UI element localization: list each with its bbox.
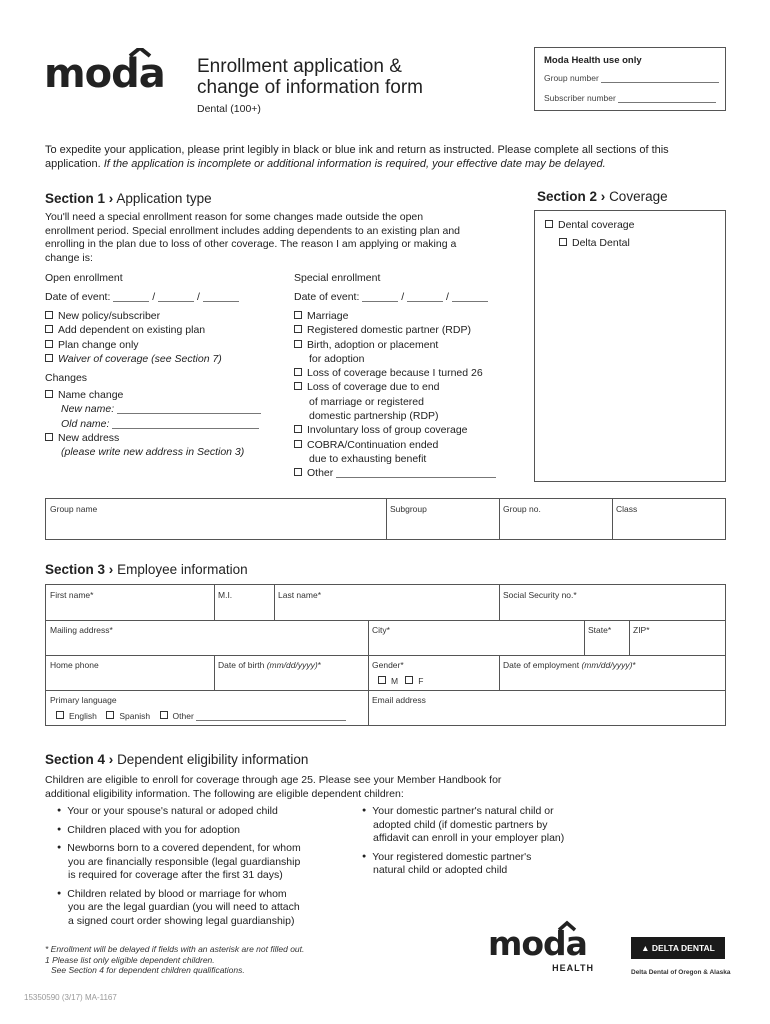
- special-item-label: for adoption: [309, 352, 365, 365]
- eligibility-item: [362, 804, 622, 846]
- group-number-input[interactable]: [601, 82, 719, 83]
- moda-use-only-box: [534, 47, 726, 111]
- subscriber-number-label: Subscriber number: [544, 93, 616, 103]
- open-item-new-policy[interactable]: [45, 309, 222, 323]
- intro-italic: If the application is incomplete or additional information is required, your effective date may be delayed.: [103, 158, 606, 170]
- eligibility-text: natural child or adopted child: [373, 864, 508, 876]
- footnote-asterisk: * Enrollment will be delayed if fields with an asterisk are not filled out.: [45, 944, 305, 954]
- special-item-label: Loss of coverage due to end: [307, 381, 440, 394]
- open-item-plan-change[interactable]: [45, 338, 222, 352]
- dob-label: Date of birth (mm/dd/yyyy)*: [218, 660, 321, 670]
- group-number-label: Group number: [544, 73, 599, 83]
- ssn-label: Social Security no.*: [503, 590, 577, 600]
- home-phone-label: Home phone: [50, 660, 99, 670]
- gender-f-label: F: [418, 676, 424, 686]
- eligibility-text: you are financially responsible (legal guardianship: [68, 855, 301, 868]
- eligibility-text: Your registered domestic partner's: [372, 850, 532, 863]
- eligibility-text: Children related by blood or marriage for whom: [67, 887, 287, 900]
- name-change-label: Name change: [58, 389, 124, 401]
- section3-heading: [45, 562, 248, 577]
- moda-health-logo: [488, 918, 598, 976]
- cell-divider: [368, 690, 369, 725]
- special-item-loss-marriage[interactable]: [294, 380, 496, 394]
- gender-m-checkbox[interactable]: [378, 676, 386, 684]
- form-title-line2: change of information form: [197, 77, 424, 98]
- eligibility-text: Your domestic partner's natural child or: [372, 805, 554, 817]
- open-date-label: Date of event:: [45, 291, 111, 303]
- special-item-involuntary[interactable]: [294, 423, 496, 437]
- special-item-label: due to exhausting benefit: [309, 452, 427, 465]
- special-date-day[interactable]: [407, 301, 443, 302]
- group-info-row: [45, 498, 726, 540]
- chevron-right-icon: ›: [108, 191, 114, 206]
- eligibility-item: [57, 841, 357, 883]
- open-item-label: Waiver of coverage (see Section 7): [58, 352, 222, 365]
- intro-text: To expedite your application, please print legibly in black or blue ink and return as instructed. Please complete all sections of this application.: [45, 144, 669, 170]
- spanish-checkbox[interactable]: [106, 711, 114, 719]
- city-label: City*: [372, 625, 390, 635]
- special-item-birth[interactable]: [294, 338, 496, 352]
- delta-dental-option[interactable]: [559, 237, 630, 249]
- section1-heading: [45, 191, 212, 206]
- checkbox[interactable]: [45, 311, 53, 319]
- delta-dental-badge: [631, 937, 725, 959]
- special-item-label: Birth, adoption or placement: [307, 338, 439, 351]
- special-item-other[interactable]: [294, 466, 496, 480]
- special-date-label: Date of event:: [294, 291, 360, 303]
- section2-heading: [537, 189, 668, 204]
- cell-divider: [368, 620, 369, 655]
- subscriber-number-row: [544, 93, 720, 103]
- special-items-list: [294, 309, 496, 481]
- eligibility-text: a signed court order showing legal guardianship): [68, 914, 295, 927]
- special-item-cont: [294, 409, 496, 423]
- special-date-row: Date of event: / /: [294, 290, 488, 304]
- coverage-box: [534, 210, 726, 482]
- group-name-label: Group name: [50, 504, 98, 514]
- special-item-label: Marriage: [307, 310, 349, 322]
- spanish-label: Spanish: [119, 711, 151, 721]
- form-id: 15350590 (3/17) MA-1167: [24, 993, 117, 1002]
- footnotes: [45, 944, 304, 976]
- doe-text: Date of employment: [503, 660, 580, 670]
- checkbox[interactable]: [45, 340, 53, 348]
- open-item-add-dependent[interactable]: [45, 323, 222, 337]
- special-item-label: COBRA/Continuation ended: [307, 438, 439, 451]
- cell-divider: [368, 655, 369, 690]
- special-item-cont: [294, 452, 496, 466]
- special-item-cont: [294, 395, 496, 409]
- moda-logo: [44, 48, 174, 100]
- checkbox[interactable]: [294, 382, 302, 390]
- form-title-line1: Enrollment application &: [197, 56, 402, 77]
- new-name-row: [45, 402, 261, 416]
- eligibility-text: Newborns born to a covered dependent, for whom: [67, 842, 301, 854]
- section4-heading: [45, 752, 308, 767]
- english-label: English: [69, 711, 97, 721]
- dental-coverage-checkbox[interactable]: [545, 220, 553, 228]
- eligibility-text: is required for coverage after the first 31 days): [68, 869, 283, 881]
- cell-divider: [214, 655, 215, 690]
- chevron-right-icon: ›: [108, 752, 114, 767]
- open-items-list: [45, 309, 222, 366]
- cell-divider: [499, 499, 500, 539]
- zip-label: ZIP*: [633, 625, 650, 635]
- checkbox[interactable]: [45, 390, 53, 398]
- special-item-rdp[interactable]: [294, 323, 496, 337]
- form-subtitle: Dental (100+): [197, 103, 261, 115]
- checkbox[interactable]: [45, 325, 53, 333]
- checkbox[interactable]: [294, 311, 302, 319]
- other-language-label: Other: [172, 711, 194, 721]
- delta-triangle-icon: ▲: [641, 943, 650, 953]
- cell-divider: [499, 585, 500, 620]
- new-address-option[interactable]: [45, 431, 261, 445]
- gender-f-checkbox[interactable]: [405, 676, 413, 684]
- open-item-label: New policy/subscriber: [58, 310, 161, 322]
- special-item-marriage[interactable]: [294, 309, 496, 323]
- use-only-title: Moda Health use only: [544, 55, 642, 66]
- moda-footer-wordmark: moda: [488, 924, 587, 963]
- section2-title: Coverage: [609, 189, 668, 204]
- open-enrollment-title: Open enrollment: [45, 272, 123, 284]
- open-item-waiver[interactable]: [45, 352, 222, 366]
- special-date-month[interactable]: [362, 301, 398, 302]
- special-date-year[interactable]: [452, 301, 488, 302]
- section3-number: Section 3: [45, 562, 106, 577]
- row-divider: [46, 620, 725, 621]
- row-divider: [46, 655, 725, 656]
- changes-list: [45, 388, 261, 459]
- eligibility-text: Your or your spouse's natural or adoped child: [67, 805, 278, 817]
- eligibility-item: [57, 823, 357, 838]
- chevron-right-icon: ›: [600, 189, 606, 204]
- last-name-label: Last name*: [278, 590, 321, 600]
- checkbox[interactable]: [294, 340, 302, 348]
- open-date-year[interactable]: [203, 301, 239, 302]
- old-name-row: [45, 417, 261, 431]
- special-item-label: Involuntary loss of group coverage: [307, 424, 468, 437]
- mi-label: M.I.: [218, 590, 233, 600]
- special-item-label: Registered domestic partner (RDP): [307, 324, 471, 337]
- eligibility-text: adopted child (if domestic partners by: [373, 818, 548, 831]
- new-name-label: New name:: [61, 403, 115, 416]
- new-address-note-row: [45, 445, 261, 459]
- cell-divider: [584, 620, 585, 655]
- checkbox[interactable]: [294, 368, 302, 376]
- open-date-row: Date of event: / /: [45, 290, 239, 304]
- checkbox[interactable]: [294, 440, 302, 448]
- other-language-input[interactable]: [196, 720, 346, 721]
- footnote-1-cont: See Section 4 for dependent children qualifications.: [51, 965, 245, 975]
- dental-coverage-label: Dental coverage: [558, 219, 635, 231]
- mailing-address-label: Mailing address*: [50, 625, 113, 635]
- dental-coverage-option[interactable]: [545, 219, 634, 231]
- special-item-label: domestic partnership (RDP): [309, 410, 439, 423]
- new-address-label: New address: [58, 431, 120, 444]
- email-label: Email address: [372, 695, 426, 705]
- class-label: Class: [616, 504, 638, 514]
- moda-wordmark: moda: [44, 51, 165, 97]
- subgroup-label: Subgroup: [390, 504, 427, 514]
- chevron-right-icon: ›: [108, 562, 114, 577]
- eligibility-text: affidavit can enroll in your employer plan): [373, 832, 565, 844]
- special-item-label: Other: [307, 467, 334, 480]
- cell-divider: [386, 499, 387, 539]
- section4-title: Dependent eligibility information: [117, 752, 309, 767]
- special-item-label: Loss of coverage because I turned 26: [307, 367, 483, 380]
- special-item-cobra[interactable]: [294, 438, 496, 452]
- group-number-row: [544, 73, 720, 83]
- name-change-option[interactable]: [45, 388, 261, 402]
- footnote-1: 1 Please list only eligible dependent children.: [45, 954, 215, 965]
- intro-paragraph: [45, 143, 725, 171]
- special-item-birth-cont: [294, 352, 496, 366]
- section2-number: Section 2: [537, 189, 598, 204]
- english-checkbox[interactable]: [56, 711, 64, 719]
- other-language-checkbox[interactable]: [160, 711, 168, 719]
- checkbox[interactable]: [294, 325, 302, 333]
- special-enrollment-title: Special enrollment: [294, 272, 381, 284]
- doe-label: Date of employment (mm/dd/yyyy)*: [503, 660, 636, 670]
- state-label: State*: [588, 625, 612, 635]
- section3-title: Employee information: [117, 562, 248, 577]
- cell-divider: [629, 620, 630, 655]
- cell-divider: [274, 585, 275, 620]
- section4-desc: Children are eligible to enroll for coverage through age 25. Please see your Member Handbook for additional eligibility information. The following are eligible dependent children:: [45, 774, 502, 800]
- checkbox[interactable]: [294, 425, 302, 433]
- doe-format: (mm/dd/yyyy): [581, 660, 633, 670]
- gender-label: Gender*: [372, 660, 404, 670]
- row-divider: [46, 690, 725, 691]
- eligibility-item: [362, 850, 622, 878]
- employee-info-grid: [45, 584, 726, 726]
- section1-number: Section 1: [45, 191, 106, 206]
- group-no-label: Group no.: [503, 504, 541, 514]
- checkbox[interactable]: [45, 433, 53, 441]
- language-options: [56, 711, 346, 721]
- eligibility-item: [57, 804, 357, 819]
- checkbox[interactable]: [45, 354, 53, 362]
- eligibility-item: [57, 887, 357, 929]
- gender-m-label: M: [391, 676, 399, 686]
- dob-format: (mm/dd/yyyy): [266, 660, 318, 670]
- first-name-label: First name*: [50, 590, 94, 600]
- eligibility-right-list: [362, 804, 622, 878]
- checkbox[interactable]: [294, 468, 302, 476]
- delta-dental-sub: Delta Dental of Oregon & Alaska: [631, 969, 731, 976]
- cell-divider: [499, 655, 500, 690]
- old-name-input[interactable]: [112, 428, 259, 429]
- gender-options: [378, 676, 423, 686]
- dob-text: Date of birth: [218, 660, 265, 670]
- delta-badge-text: DELTA DENTAL: [651, 943, 715, 953]
- primary-language-label: Primary language: [50, 695, 117, 705]
- health-text: HEALTH: [552, 963, 594, 973]
- other-input[interactable]: [336, 477, 496, 478]
- eligibility-left-list: [57, 804, 357, 928]
- section1-title: Application type: [116, 191, 212, 206]
- eligibility-text: you are the legal guardian (you will need to attach: [68, 901, 300, 913]
- special-item-label: of marriage or registered: [309, 395, 424, 408]
- special-item-turned-26[interactable]: [294, 366, 496, 380]
- old-name-label: Old name:: [61, 417, 110, 430]
- delta-dental-checkbox[interactable]: [559, 238, 567, 246]
- changes-title: Changes: [45, 372, 88, 384]
- new-address-note: (please write new address in Section 3): [61, 446, 245, 459]
- section1-desc: You'll need a special enrollment reason for some changes made outside the open enrollment period. Special enrollment includes adding dependents to an existing plan and enrolling in the plan due to loss of other coverage. The reason I am applying or making a change is:: [45, 211, 461, 264]
- eligibility-text: Children placed with you for adoption: [67, 823, 241, 836]
- subscriber-number-input[interactable]: [618, 102, 716, 103]
- delta-dental-label: Delta Dental: [572, 237, 630, 249]
- open-date-day[interactable]: [158, 301, 194, 302]
- cell-divider: [214, 585, 215, 620]
- open-item-label: Add dependent on existing plan: [58, 324, 206, 337]
- new-name-input[interactable]: [117, 413, 261, 414]
- open-item-label: Plan change only: [58, 338, 139, 351]
- section4-number: Section 4: [45, 752, 106, 767]
- cell-divider: [612, 499, 613, 539]
- open-date-month[interactable]: [113, 301, 149, 302]
